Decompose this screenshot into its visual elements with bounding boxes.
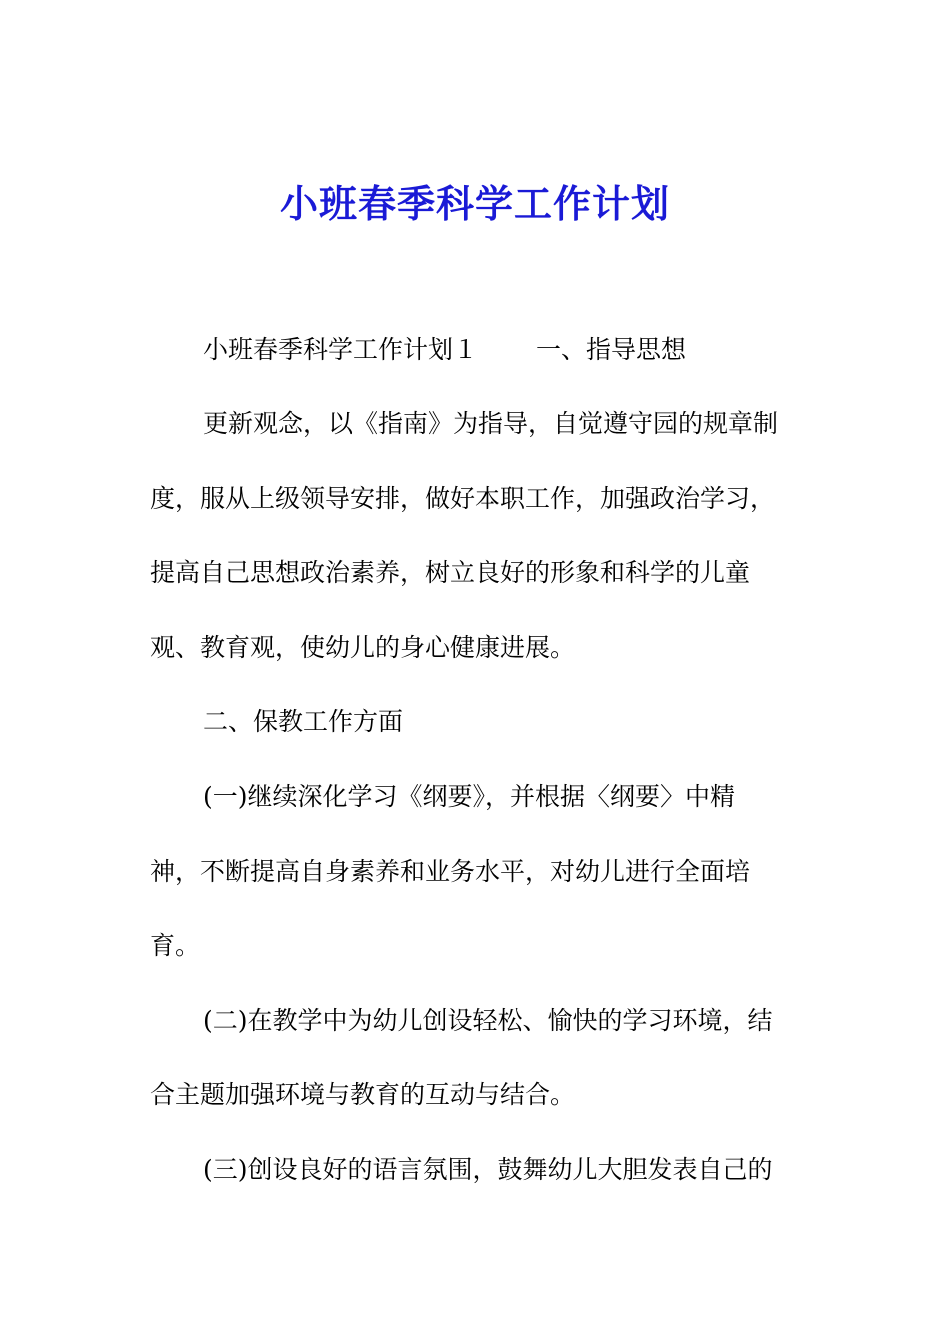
paragraph-line: 神，不断提高自身素养和业务水平，对幼儿进行全面培 (150, 857, 751, 886)
paragraph-line: (二)在教学中为幼儿创设轻松、愉快的学习环境，结 (203, 1006, 773, 1035)
paragraph-line: (三)创设良好的语言氛围，鼓舞幼儿大胆发表自己的 (203, 1155, 773, 1184)
paragraph-line: 更新观念，以《指南》为指导，自觉遵守园的规章制 (203, 409, 779, 438)
paragraph-line: 提高自己思想政治素养，树立良好的形象和科学的儿童 (150, 558, 751, 587)
paragraph-line: 育。 (150, 931, 201, 960)
document-title: 小班春季科学工作计划 (279, 181, 670, 226)
paragraph-line: 小班春季科学工作计划１ 一、指导思想 (203, 335, 686, 364)
section-heading: 二、保教工作方面 (203, 707, 404, 736)
paragraph-line: 度，服从上级领导安排，做好本职工作，加强政治学习， (150, 484, 776, 513)
paragraph-line: 观、教育观，使幼儿的身心健康进展。 (150, 633, 576, 662)
paragraph-line: 合主题加强环境与教育的互动与结合。 (150, 1080, 576, 1109)
paragraph-line: (一)继续深化学习《纲要》，并根据〈纲要〉中精 (203, 782, 736, 811)
